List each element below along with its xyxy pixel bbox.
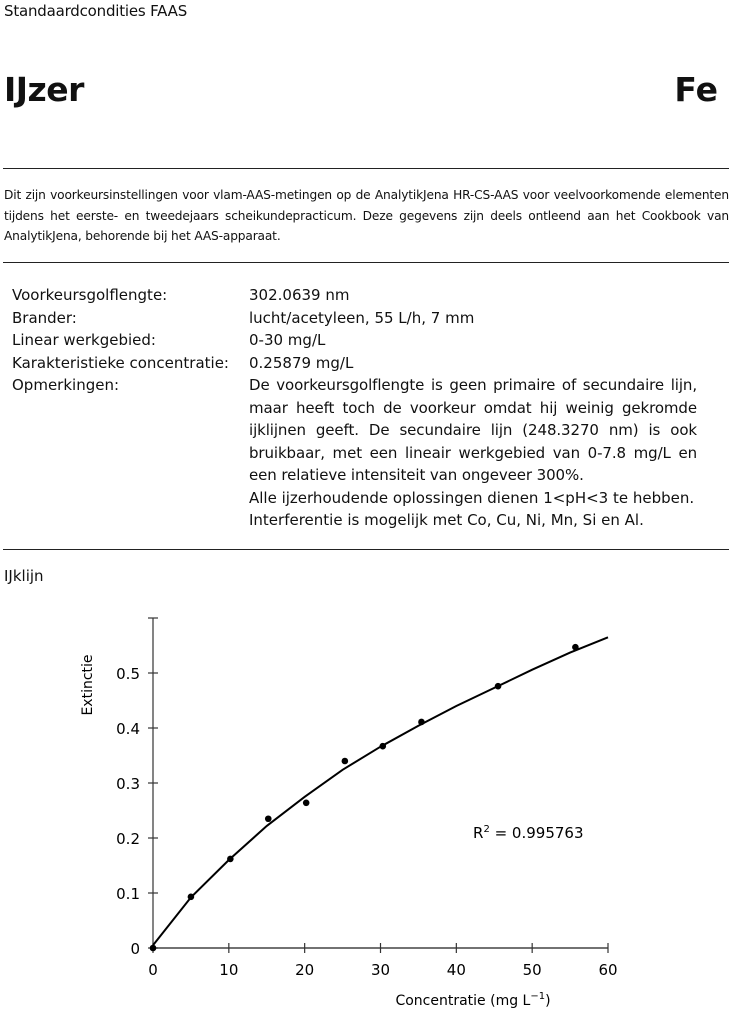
data-point — [227, 856, 234, 863]
x-tick-label: 30 — [370, 961, 391, 979]
property-row — [12, 307, 697, 330]
property-value: lucht/acetyleen, 55 L/h, 7 mm — [249, 308, 475, 327]
r-squared-annotation: $R^2 = 0.995763$ — [473, 824, 584, 842]
data-point — [379, 743, 386, 750]
chart-axes — [116, 618, 617, 979]
data-point — [150, 945, 157, 952]
element-symbol: Fe — [674, 70, 718, 109]
data-point — [495, 683, 502, 690]
property-row — [12, 352, 697, 375]
divider — [3, 262, 729, 263]
property-label: Brander: — [12, 308, 77, 327]
property-row-remarks — [12, 374, 697, 532]
remarks-line: Interferentie is mogelijk met Co, Cu, Ni, Mn, Si en Al. — [249, 511, 644, 529]
property-value: 302.0639 nm — [249, 286, 350, 304]
property-label: Karakteristieke concentratie: — [12, 353, 229, 372]
x-tick-label: 20 — [295, 961, 315, 979]
x-tick-label: 40 — [446, 961, 466, 979]
properties-table — [12, 284, 697, 532]
element-name: IJzer — [4, 70, 84, 109]
y-tick-label: 0.5 — [116, 665, 140, 683]
data-point — [572, 644, 579, 651]
data-points — [150, 644, 579, 951]
property-row — [12, 284, 697, 307]
intro-paragraph: Dit zijn voorkeursinstellingen voor vlam-AAS-metingen op de AnalytikJena HR-CS-AAS voor veelvoorkomende elementen tijdens het eerste- en tweedejaars scheikundepracticum. Deze gegevens zijn deels ontleend aan het Cookbook van AnalytikJena, behorende bij het AAS-apparaat. — [4, 188, 729, 243]
remarks-line: De voorkeursgolflengte is geen primaire of secundaire lijn, maar heeft toch de voorkeur omdat hij weinig gekromde ijklijnen geeft. De secundaire lijn (248.3270 nm) is ook bruikbaar, met een lineair werkgebied van 0-7.8 mg/L en een relatieve intensiteit van ongeveer 300%. — [249, 376, 697, 484]
data-point — [188, 894, 195, 901]
y-tick-label: 0.2 — [116, 830, 140, 848]
data-point — [303, 800, 310, 807]
divider — [3, 549, 729, 550]
y-axis-label: Extinctie — [80, 654, 96, 716]
divider — [3, 168, 729, 169]
data-point — [418, 719, 425, 726]
y-tick-label: 0 — [130, 940, 140, 958]
calibration-chart — [0, 600, 732, 1015]
property-label: Linear werkgebied: — [12, 331, 156, 349]
remarks-value — [249, 374, 697, 532]
property-value: 0-30 mg/L — [249, 331, 326, 349]
x-tick-label: 50 — [522, 961, 542, 979]
property-row — [12, 329, 697, 352]
x-axis-label: Concentratie (mg $L^{-1}$) — [395, 991, 551, 1009]
y-tick-label: 0.1 — [116, 885, 140, 903]
y-tick-label: 0.4 — [116, 720, 140, 738]
y-tick-label: 0.3 — [116, 775, 140, 793]
fit-curve — [153, 637, 608, 945]
property-label: Voorkeursgolflengte: — [12, 286, 168, 304]
document-header: Standaardcondities FAAS — [4, 2, 188, 20]
data-point — [342, 758, 349, 765]
property-value: 0.25879 mg/L — [249, 353, 354, 372]
x-tick-label: 0 — [148, 961, 158, 979]
section-title: IJklijn — [4, 567, 44, 585]
property-label: Opmerkingen: — [12, 376, 120, 394]
x-tick-label: 60 — [598, 961, 618, 979]
remarks-line: Alle ijzerhoudende oplossingen dienen 1<pH<3 te hebben. — [249, 488, 695, 507]
x-tick-label: 10 — [219, 961, 239, 979]
data-point — [265, 815, 272, 822]
